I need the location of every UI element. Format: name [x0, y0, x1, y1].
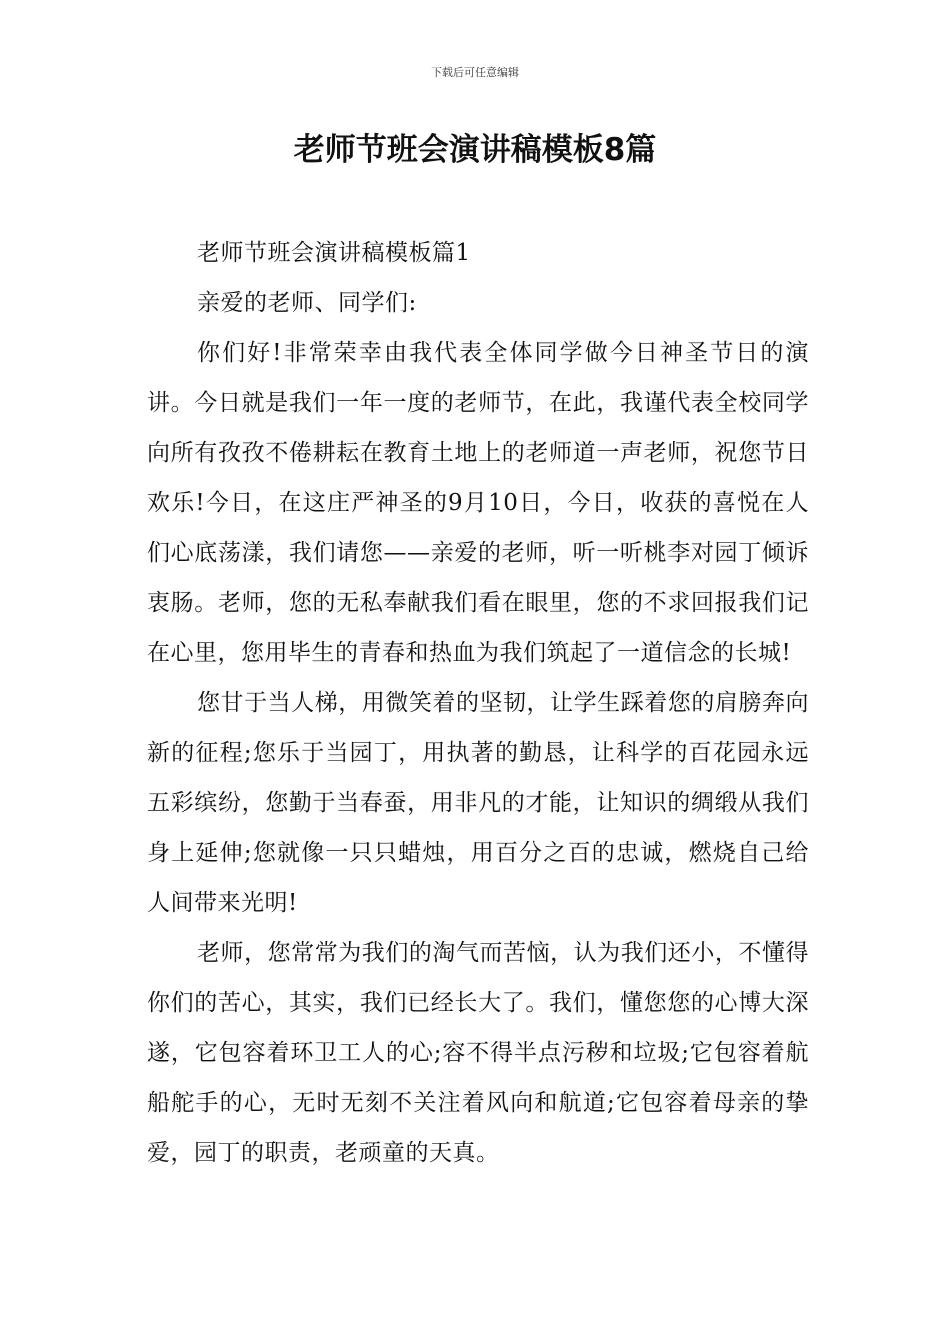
body-paragraph: 你们好!非常荣幸由我代表全体同学做今日神圣节日的演讲。今日就是我们一年一度的老师节，在此，我谨代表全校同学向所有孜孜不倦耕耘在教育土地上的老师道一声老师，祝您节日欢乐!今日，在这庄严神圣的9月10日，今日，收获的喜悦在人们心底荡漾，我们请您——亲爱的老师，听一听桃李对园丁倾诉衷肠。老师，您的无私奉献我们看在眼里，您的不求回报我们记在心里，您用毕生的青春和热血为我们筑起了一道信念的长城! [147, 340, 809, 666]
document-body [147, 228, 809, 1178]
salutation: 亲爱的老师、同学们: [197, 290, 417, 316]
document-title: 老师节班会演讲稿模板8篇 [293, 132, 657, 168]
body-paragraph: 老师，您常常为我们的淘气而苦恼，认为我们还小，不懂得你们的苦心，其实，我们已经长大了。我们，懂您您的心博大深遂，它包容着环卫工人的心;容不得半点污秽和垃圾;它包容着航船舵手的心，无时无刻不关注着风向和航道;它包容着母亲的挚爱，园丁的职责，老顽童的天真。 [147, 940, 809, 1166]
header-note: 下载后可任意编辑 [431, 66, 519, 79]
section-heading: 老师节班会演讲稿模板篇1 [197, 240, 471, 266]
body-paragraph: 您甘于当人梯，用微笑着的坚韧，让学生踩着您的肩膀奔向新的征程;您乐于当园丁，用执著的勤恳，让科学的百花园永远五彩缤纷，您勤于当春蚕，用非凡的才能，让知识的绸缎从我们身上延伸;您就像一只只蜡烛，用百分之百的忠诚，燃烧自己给人间带来光明! [147, 690, 809, 916]
